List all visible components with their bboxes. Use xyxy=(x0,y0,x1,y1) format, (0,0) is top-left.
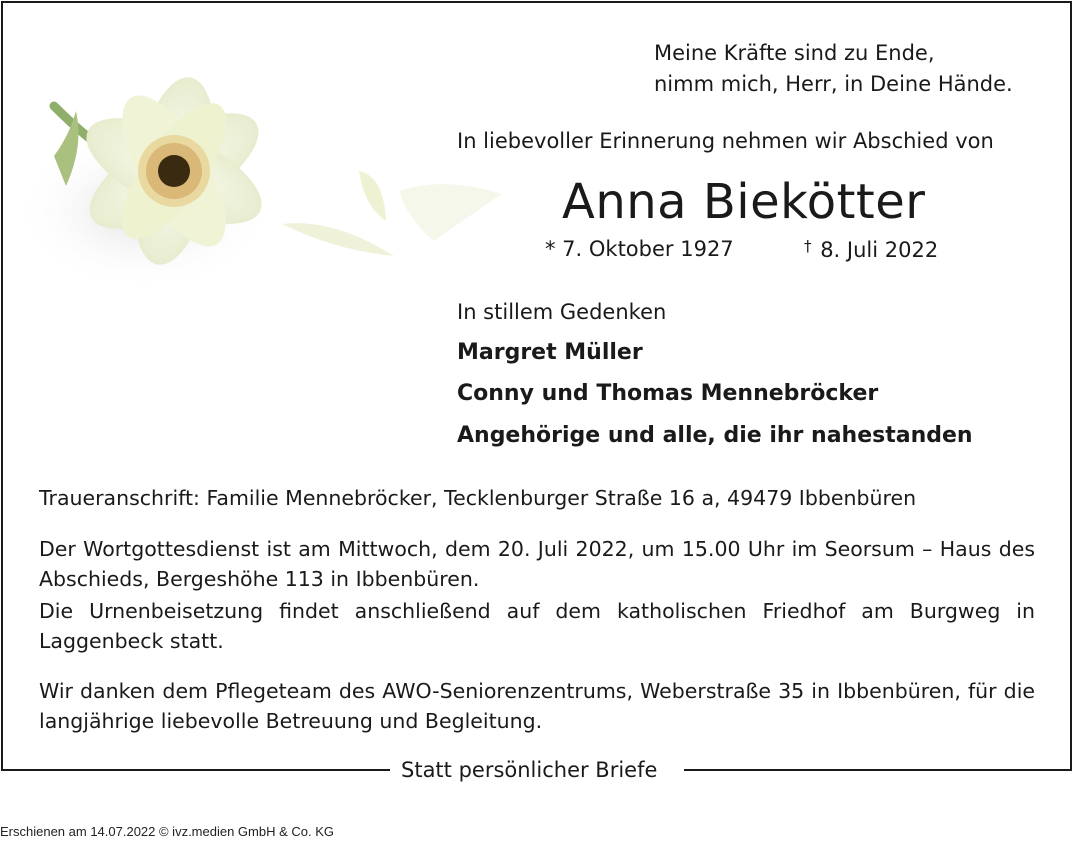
mourner-name: Conny und Thomas Mennebröcker xyxy=(457,381,879,406)
publication-footer: Erschienen am 14.07.2022 © ivz.medien GmbH & Co. KG xyxy=(0,824,335,839)
mourners-label: In stillem Gedenken xyxy=(457,300,667,324)
verse-line-2: nimm mich, Herr, in Deine Hände. xyxy=(654,72,1013,96)
verse xyxy=(654,38,1013,100)
intro-text: In liebevoller Erinnerung nehmen wir Abschied von xyxy=(457,129,994,153)
mourning-address: Traueranschrift: Familie Mennebröcker, Tecklenburger Straße 16 a, 49479 Ibbenbüren xyxy=(39,486,917,510)
burial-paragraph: Die Urnenbeisetzung findet anschließend auf dem katholischen Friedhof am Burgweg in Laggenbeck statt. xyxy=(39,599,1035,653)
mourner-name: Angehörige und alle, die ihr nahestanden xyxy=(457,423,973,448)
flower-image xyxy=(14,36,504,306)
death-date-group xyxy=(804,237,938,262)
service-paragraph: Der Wortgottesdienst ist am Mittwoch, dem 20. Juli 2022, um 15.00 Uhr im Seorsum – Haus des Abschieds, Bergeshöhe 113 in Ibbenbüren. xyxy=(39,537,1035,591)
verse-line-1: Meine Kräfte sind zu Ende, xyxy=(654,41,935,65)
thanks-paragraph: Wir danken dem Pflegeteam des AWO-Seniorenzentrums, Weberstraße 35 in Ibbenbüren, für die langjährige liebevolle Betreuung und Begleitung. xyxy=(39,679,1035,733)
deceased-name: Anna Biekötter xyxy=(562,174,926,230)
death-date: 8. Juli 2022 xyxy=(820,238,939,262)
mourner-name: Margret Müller xyxy=(457,340,643,365)
bottom-label: Statt persönlicher Briefe xyxy=(401,758,658,782)
birth-date: * 7. Oktober 1927 xyxy=(545,237,734,261)
cross-icon: † xyxy=(804,237,812,255)
